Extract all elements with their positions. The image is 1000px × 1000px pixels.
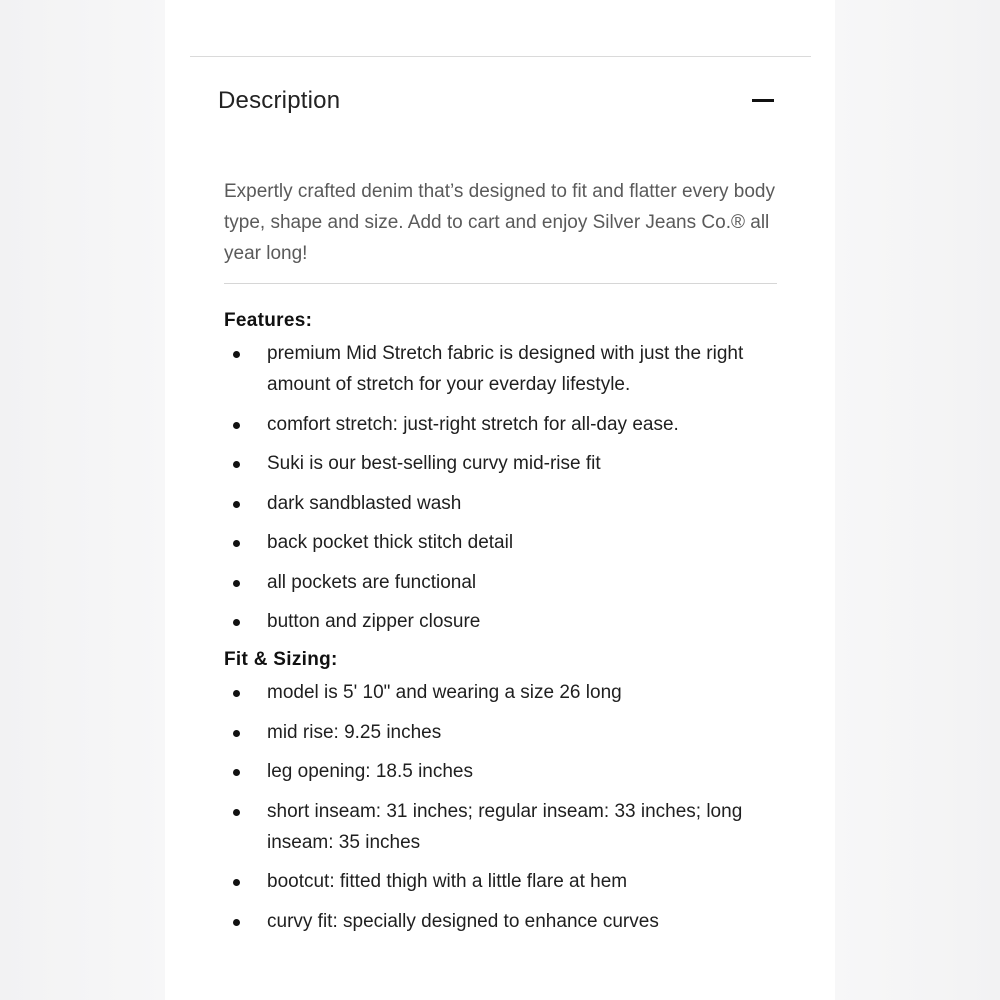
list-item (224, 448, 777, 479)
bullet-icon (233, 422, 240, 429)
list-item (224, 677, 777, 708)
list-item-text: short inseam: 31 inches; regular inseam: 33 inches; long inseam: 35 inches (267, 800, 743, 853)
fit-sizing-list (224, 677, 777, 937)
features-list (224, 338, 777, 637)
bullet-icon (233, 879, 240, 886)
list-item-text: model is 5' 10" and wearing a size 26 long (267, 682, 622, 703)
bullet-icon (233, 540, 240, 547)
list-item (224, 488, 777, 519)
list-item (224, 527, 777, 558)
bullet-icon (233, 351, 240, 358)
bullet-icon (233, 619, 240, 626)
list-item (224, 756, 777, 787)
list-item-text: comfort stretch: just-right stretch for all-day ease. (267, 413, 679, 435)
description-body (224, 176, 777, 945)
list-item (224, 606, 777, 637)
bullet-icon (233, 919, 240, 926)
list-item-text: Suki is our best-selling curvy mid-rise fit (267, 453, 601, 474)
bullet-icon (233, 690, 240, 697)
section-divider (224, 283, 777, 284)
list-item (224, 338, 777, 400)
list-item-text: premium Mid Stretch fabric is designed with just the right amount of stretch for your everday lifestyle. (267, 343, 744, 395)
bullet-icon (233, 769, 240, 776)
collapse-button[interactable] (746, 86, 780, 116)
list-item-text: back pocket thick stitch detail (267, 532, 514, 553)
minus-icon (752, 99, 774, 102)
list-item-text: curvy fit: specially designed to enhance curves (267, 910, 659, 932)
list-item (224, 866, 777, 897)
bullet-icon (233, 501, 240, 508)
list-item (224, 567, 777, 598)
list-item-text: leg opening: 18.5 inches (267, 761, 473, 782)
bullet-icon (233, 730, 240, 737)
list-item (224, 796, 777, 858)
bullet-icon (233, 461, 240, 468)
bullet-icon (233, 809, 240, 816)
bullet-icon (233, 580, 240, 587)
list-item-text: all pockets are functional (267, 571, 477, 593)
list-item (224, 717, 777, 748)
description-panel (165, 0, 835, 1000)
list-item (224, 906, 777, 937)
list-item-text: mid rise: 9.25 inches (267, 721, 442, 743)
list-item-text: bootcut: fitted thigh with a little flare at hem (267, 871, 628, 892)
left-margin (0, 0, 165, 1000)
description-text: Expertly crafted denim that’s designed to fit and flatter every body type, shape and size. Add to cart and enjoy Silver Jeans Co.® all year long! (224, 181, 775, 264)
list-item (224, 409, 777, 440)
list-item-text: dark sandblasted wash (267, 492, 462, 514)
description-title: Description (218, 87, 341, 114)
fit-sizing-heading: Fit & Sizing: (224, 649, 338, 670)
list-item-text: button and zipper closure (267, 611, 481, 632)
right-margin (835, 0, 1000, 1000)
description-accordion-header[interactable] (190, 57, 811, 145)
features-heading: Features: (224, 310, 313, 331)
